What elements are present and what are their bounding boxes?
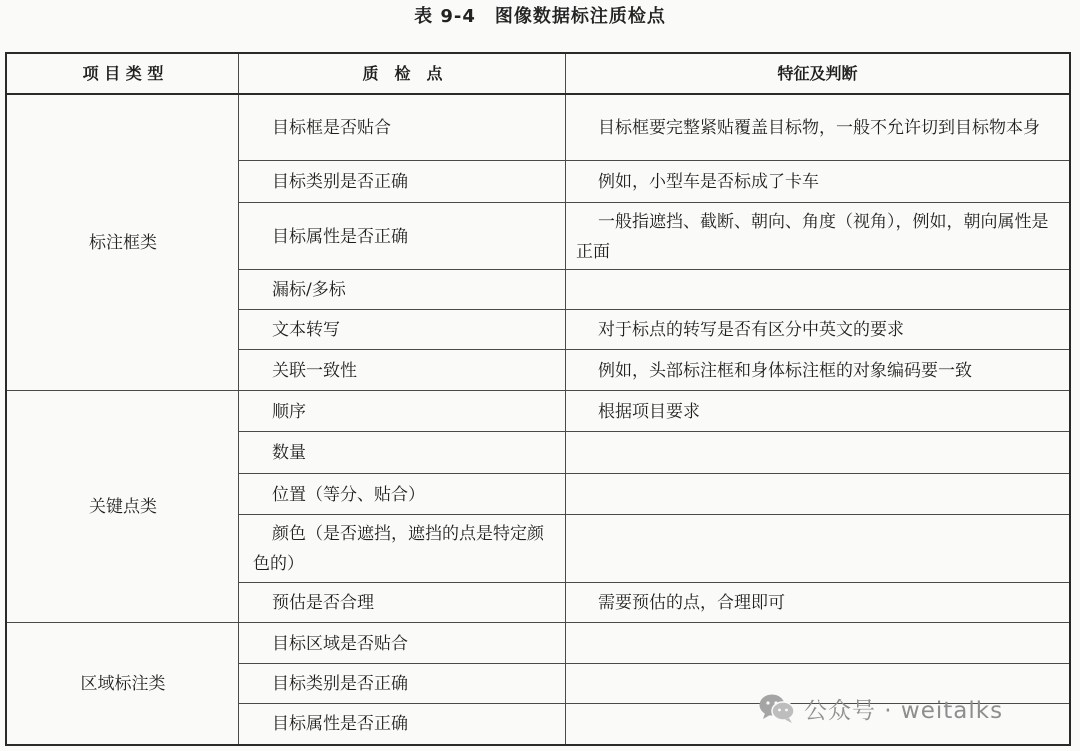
- row-divider: [239, 269, 1069, 270]
- feature-cell: 例如，小型车是否标成了卡车: [598, 172, 819, 192]
- group-divider: [7, 622, 1069, 623]
- category-cell: 关键点类: [89, 497, 157, 517]
- row-divider: [239, 582, 1069, 583]
- row-divider: [239, 473, 1069, 474]
- checkpoint-cell: 目标类别是否正确: [272, 172, 408, 192]
- header-feature: 特征及判断: [777, 64, 858, 83]
- feature-cell: 根据项目要求: [598, 401, 700, 422]
- category-cell: 标注框类: [89, 232, 157, 253]
- header-category: 项 目 类 型: [82, 64, 164, 83]
- checkpoint-cell: 预估是否合理: [272, 593, 374, 613]
- header-divider: [7, 93, 1069, 95]
- feature-cell: [566, 270, 1069, 310]
- watermark-text: 公众号 · weitalks: [804, 697, 1004, 724]
- checkpoint-cell: 关联一致性: [272, 360, 357, 381]
- checkpoint-cell: 数量: [272, 443, 306, 463]
- checkpoint-cell: 目标框是否贴合: [272, 117, 391, 138]
- row-divider: [239, 514, 1069, 515]
- row-divider: [239, 431, 1069, 432]
- watermark: [758, 688, 1003, 728]
- checkpoint-cell: 位置（等分、贴合）: [272, 484, 425, 505]
- checkpoint-cell: 目标区域是否贴合: [272, 633, 408, 654]
- row-divider: [239, 202, 1069, 203]
- feature-cell: 例如，头部标注框和身体标注框的对象编码要一致: [598, 360, 972, 381]
- row-divider: [239, 663, 1069, 664]
- feature-cell: 一般指遮挡、截断、朝向、角度（视角），例如，朝向属性是正面: [576, 211, 1049, 262]
- group-divider: [7, 390, 1069, 391]
- feature-cell: [566, 623, 1069, 664]
- category-cell: 区域标注类: [80, 673, 166, 694]
- checkpoint-cell: 顺序: [272, 401, 306, 422]
- header-checkpoint: 质 检 点: [362, 64, 443, 83]
- table-caption: 表 9-4 图像数据标注质检点: [414, 6, 666, 27]
- feature-cell: [566, 515, 1069, 583]
- row-divider: [239, 160, 1069, 161]
- column-divider: [565, 54, 566, 744]
- checkpoint-cell: 漏标/多标: [272, 280, 346, 300]
- row-divider: [239, 349, 1069, 350]
- feature-cell: [566, 474, 1069, 515]
- feature-cell: 需要预估的点，合理即可: [598, 593, 785, 613]
- column-divider: [238, 54, 239, 744]
- feature-cell: 对于标点的转写是否有区分中英文的要求: [598, 320, 904, 340]
- feature-cell: [566, 432, 1069, 474]
- checkpoint-cell: 目标属性是否正确: [272, 226, 408, 247]
- feature-cell: 目标框要完整紧贴覆盖目标物，一般不允许切到目标物本身: [598, 117, 1040, 138]
- checkpoint-cell: 文本转写: [272, 320, 340, 340]
- wechat-icon: [758, 692, 796, 724]
- checkpoint-cell: 颜色（是否遮挡，遮挡的点是特定颜色的）: [253, 524, 544, 574]
- inspection-table: [5, 52, 1071, 746]
- row-divider: [239, 309, 1069, 310]
- checkpoint-cell: 目标类别是否正确: [272, 674, 408, 694]
- checkpoint-cell: 目标属性是否正确: [272, 714, 408, 734]
